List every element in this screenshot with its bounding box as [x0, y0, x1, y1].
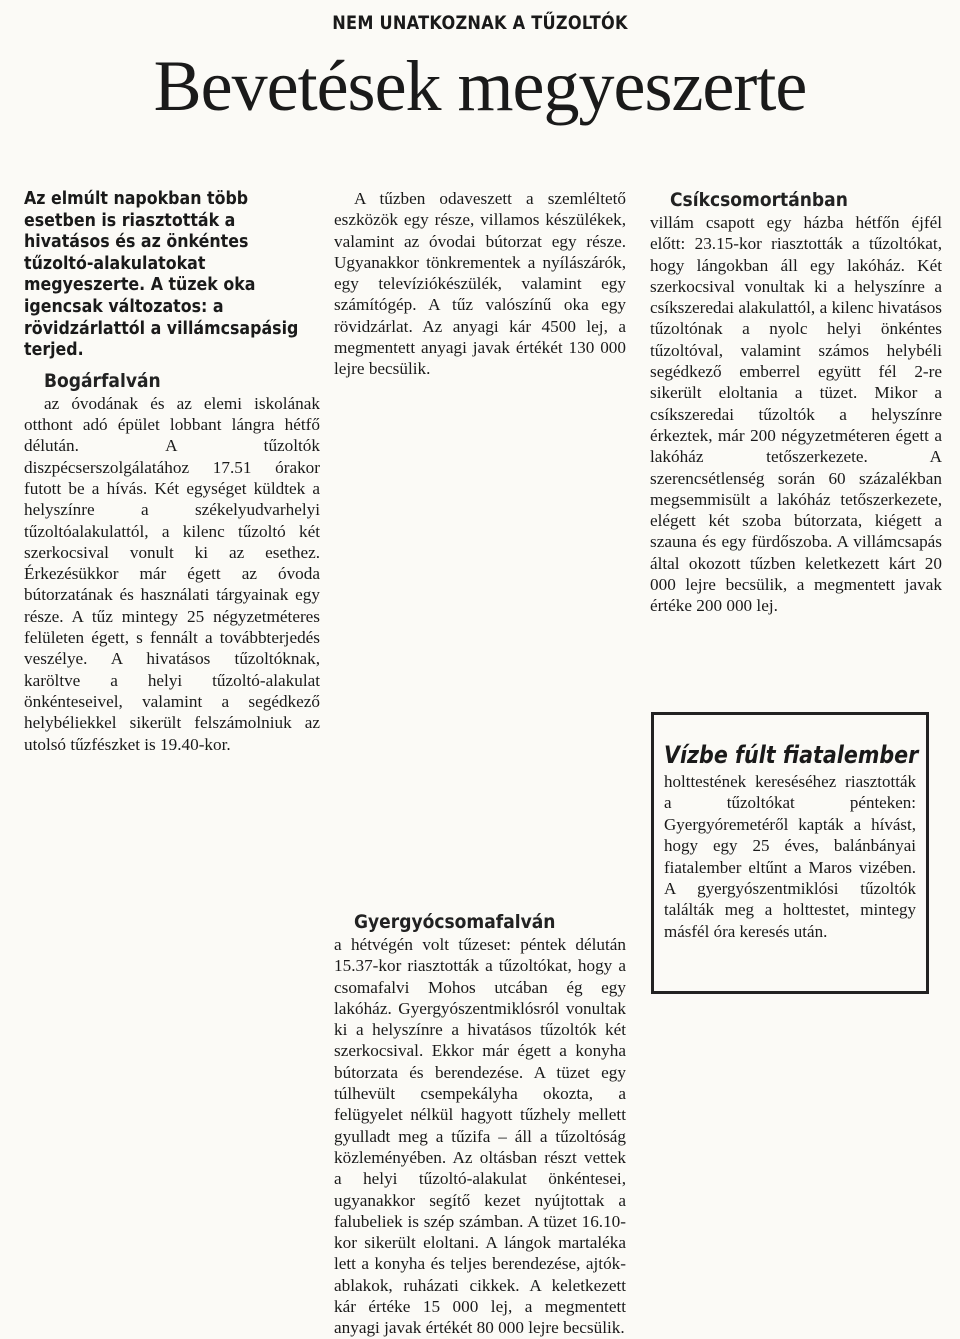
column-1: [24, 188, 320, 755]
kicker: NEM UNATKOZNAK A TŰZOLTÓK: [332, 12, 628, 34]
sidebar-title: Vízbe fúlt fiatalember: [664, 741, 919, 769]
sidebar-text: holttestének kereséséhez riasztották a tűzoltókat pénteken: Gyergyóremetéről kapták a hívást, hogy egy 25 éves, balánbányai fiatalember eltűnt a Maros vizében. A gyergyószentmiklósi tűzoltók találták meg a holttestet, mintegy másfél óra keresés után.: [664, 772, 916, 941]
body-paragraph: A tűzben odaveszett a szemléltető eszközök egy része, villamos készülékek, valamint az óvodai bútorzat egy része. Ugyanakkor tönkrementek a nyílászárók, egy televíziókészülék, valamint egy számítógép. A tűz valószínű oka egy rövidzárlat. Az anyagi kár 4500 lej, a megmentett anyagi javak értékét 130 000 lejre becsülik.: [334, 189, 626, 379]
section-heading-gyergyocsomafalvan: Gyergyócsomafalván: [354, 911, 556, 933]
headline: Bevetések megyeszerte: [153, 46, 807, 126]
body-paragraph: az óvodának és az elemi iskolának otthont adó épület lobbant lángra hétfő délután. A tűzoltók diszpécserszolgálatához 17.51 órakor futott be a hívás. Két egységet küldtek a helyszínre a székelyudvarhelyi tűzoltóalakulattól, a kilenc tűzoltó két szerkocsival vonult ki az esethez. Érkezésükkor már égett az óvoda bútorzatának és használati tárgyainak egy része. A tűz mintegy 25 négyzetméteres felületen égett, s fennált a továbbterjedés veszélye. A hivatásos tűzoltóknak, karöltve a helyi tűzoltó-alakulat önkénteseivel, valamint a segédkező helybéliekkel sikerült felszámolniuk az utolsó tűzfészket is 19.40-kor.: [24, 393, 320, 754]
section-heading-csikcsomortanban: Csíkcsomortánban: [670, 189, 848, 211]
section-heading-bogarfalvan: Bogárfalván: [44, 369, 161, 392]
lead-paragraph: Az elmúlt napokban több esetben is riasztották a hivatásos és az önkéntes tűzoltó-alakulatokat megyeszerte. A tüzek oka igencsak változatos: a rövidzárlattól a villámcsapásig terjed.: [24, 188, 299, 361]
section-gyergyocsomafalvan: [334, 910, 626, 1338]
body-paragraph: a hétvégén volt tűzeset: péntek délután 15.37-kor riasztották a tűzoltókat, hogy a csomafalvi Mohos utcában ég egy lakóház. Gyergyószentmiklósról vonultak ki a helyszínre a hivatásos tűzoltók két szerkocsival. Ekkor már égett a konyha bútorzata és berendezése. A tüzet egy túlhevült csempekályha okozta, a felügyelet nélkül hagyott tűzhely mellett gyulladt meg a tűzifa – áll a tűzoltóság közleményében. Az oltásban részt vettek a helyi tűzoltó-alakulat önkéntesei, ugyanakkor segítő kezet nyújtottak a falubeliek is szép számban. A tüzet 16.10-kor sikerült eloltani. A lángok martaléka lett a konyha és teljes berendezése, ajtók-ablakok, ruházati cikkek. A keletkezett kár értéke 15 000 lej, a megmentett anyagi javak értékét 80 000 lejre becsülik.: [334, 935, 626, 1338]
body-paragraph: villám csapott egy házba hétfőn éjfél előtt: 23.15-kor riasztották a tűzoltókat, hogy lángokban áll egy lakóház. Két szerkocsival vonultak ki a helyszínre a csíkszeredai alakulattól, a kilenc hivatásos tűzoltónak a nyolc helyi önkéntes tűzoltóval, valamint számos helybéli segédkező emberrel együtt fél 2-re sikerült eloltania a tüzet. Mikor a csíkszeredai tűzoltók a helyszínre érkeztek, már 200 négyzetméteren égett a lakóház tetőszerkezete. A szerencsétlenség során 60 százalékban megsemmisült a lakóház tetőszerkezete, elégett két szoba bútorzata, kiégett a szauna és egy fürdőszoba. A villámcsapás által okozott tűzben keletkezett kárt 20 000 lejre becsülik, a megmentett javak értéke 200 000 lej.: [650, 213, 942, 616]
column-2: [334, 188, 626, 380]
column-3: [650, 188, 942, 617]
sidebar-box: [651, 712, 929, 994]
